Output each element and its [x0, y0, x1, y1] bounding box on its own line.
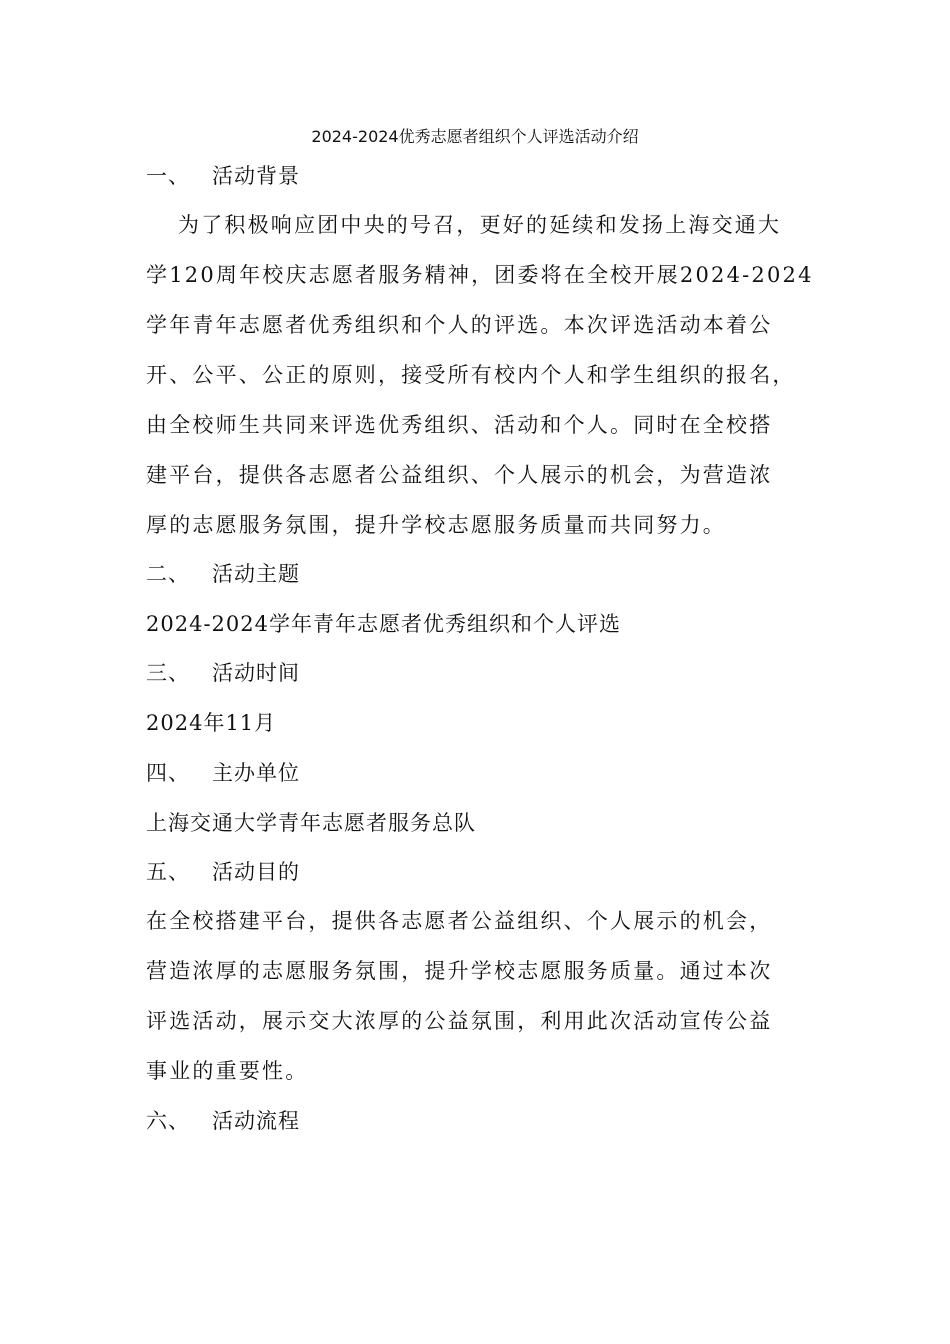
- section-number: 三、: [146, 661, 190, 685]
- document-title: 2024-2024优秀志愿者组织个人评选活动介绍: [311, 127, 639, 146]
- paragraph-line: 评选活动，展示交大浓厚的公益氛围，利用此次活动宣传公益: [146, 1009, 773, 1033]
- section-heading-6: [146, 1106, 300, 1136]
- section-title: 活动主题: [212, 562, 300, 586]
- section-number: 二、: [146, 562, 190, 586]
- section-number: 一、: [146, 164, 190, 188]
- paragraph-line: 学120周年校庆志愿者服务精神，团委将在全校开展2024-2024: [146, 263, 814, 287]
- paragraph-line: 建平台，提供各志愿者公益组织、个人展示的机会，为营造浓: [146, 463, 773, 487]
- section-title: 活动背景: [212, 164, 300, 188]
- section-title: 活动时间: [212, 661, 300, 685]
- paragraph-line: 为了积极响应团中央的号召，更好的延续和发扬上海交通大: [178, 213, 782, 237]
- paragraph-line: 事业的重要性。: [146, 1059, 309, 1083]
- paragraph-line: 营造浓厚的志愿服务氛围，提升学校志愿服务质量。通过本次: [146, 959, 773, 983]
- paragraph-line: 由全校师生共同来评选优秀组织、活动和个人。同时在全校搭: [146, 413, 773, 437]
- paragraph-line: 学年青年志愿者优秀组织和个人的评选。本次评选活动本着公: [146, 313, 773, 337]
- paragraph-line: 厚的志愿服务氛围，提升学校志愿服务质量而共同努力。: [146, 513, 726, 537]
- section-number: 六、: [146, 1109, 190, 1133]
- section-number: 四、: [146, 761, 190, 785]
- section-heading-4: [146, 758, 300, 788]
- paragraph-line: 开、公平、公正的原则，接受所有校内个人和学生组织的报名，: [146, 363, 796, 387]
- paragraph-line: 上海交通大学青年志愿者服务总队: [146, 811, 476, 835]
- paragraph-line: 2024-2024学年青年志愿者优秀组织和个人评选: [146, 612, 621, 636]
- section-heading-5: [146, 857, 300, 887]
- section-title: 活动流程: [212, 1109, 300, 1133]
- section-heading-1: [146, 161, 300, 191]
- section-title: 活动目的: [212, 860, 300, 884]
- section-title: 主办单位: [212, 761, 300, 785]
- section-heading-3: [146, 658, 300, 688]
- section-heading-2: [146, 559, 300, 589]
- paragraph-line: 在全校搭建平台，提供各志愿者公益组织、个人展示的机会，: [146, 909, 773, 933]
- section-number: 五、: [146, 860, 190, 884]
- paragraph-line: 2024年11月: [146, 711, 277, 735]
